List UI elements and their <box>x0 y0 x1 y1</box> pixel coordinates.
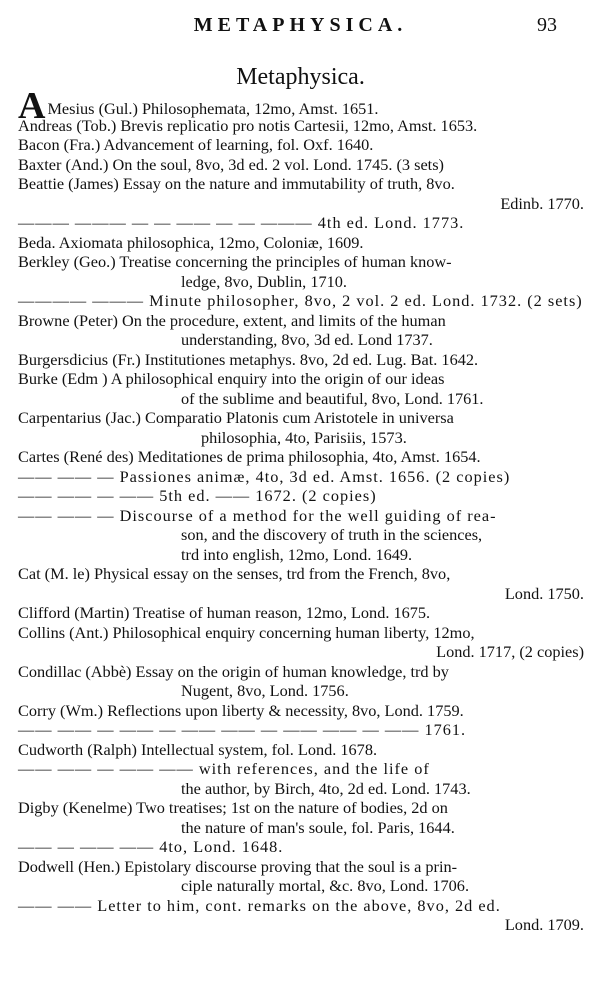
list-item <box>16 369 586 408</box>
entry-line: philosophia, 4to, Parisiis, 1573. <box>201 427 407 447</box>
list-item <box>16 252 586 291</box>
entry-line: the nature of man's soule, fol. Paris, 1644. <box>181 817 455 837</box>
entry-line: Cat (M. le) Physical essay on the senses, trd from the French, 8vo, <box>18 564 451 583</box>
list-item <box>16 486 586 506</box>
list-item <box>16 701 586 740</box>
entry-line: Beda. Axiomata philosophica, 12mo, Coloniæ, 1609. <box>18 232 364 252</box>
list-item <box>16 467 586 487</box>
running-title: METAPHYSICA. <box>193 14 408 36</box>
drop-cap: A <box>18 85 46 127</box>
entry-line: —— —— — —— —— with references, and the life of <box>18 759 430 778</box>
entry-line: Nugent, 8vo, Lond. 1756. <box>181 681 349 700</box>
list-item <box>16 116 586 136</box>
list-item <box>16 623 586 662</box>
list-item <box>16 857 586 896</box>
list-item <box>16 603 586 623</box>
list-item <box>16 408 586 447</box>
list-item <box>16 174 586 213</box>
entry-line: Clifford (Martin) Treatise of human reason, 12mo, Lond. 1675. <box>18 603 431 622</box>
list-item <box>16 564 586 603</box>
entry-line: Cartes (René des) Meditationes de prima philosophia, 4to, Amst. 1654. <box>18 447 481 466</box>
list-item <box>16 740 586 760</box>
entry-line: trd into english, 12mo, Lond. 1649. <box>181 544 413 564</box>
entry-line: —— —— — —— — —— —— — —— —— — —— 1761. <box>18 720 467 739</box>
entry-line: Lond. 1709. <box>504 915 584 934</box>
entry-line: Collins (Ant.) Philosophical enquiry concerning human liberty, 12mo, <box>18 622 475 642</box>
entry-line: —— —— — —— 5th ed. —— 1672. (2 copies) <box>18 486 377 505</box>
list-item <box>16 798 586 837</box>
entry-line: Burke (Edm ) A philosophical enquiry into the origin of our ideas <box>18 369 445 388</box>
entry-line: Carpentarius (Jac.) Comparatio Platonis cum Aristotele in universa <box>18 408 454 427</box>
entry-line: Baxter (And.) On the soul, 8vo, 3d ed. 2 vol. Lond. 1745. (3 sets) <box>18 154 444 174</box>
list-item <box>16 506 586 565</box>
entry-line: ciple naturally mortal, &c. 8vo, Lond. 1706. <box>181 876 470 895</box>
entry-line: Condillac (Abbè) Essay on the origin of human knowledge, trd by <box>18 661 449 681</box>
entry-line: —— —— — Discourse of a method for the well guiding of rea- <box>18 505 497 525</box>
section-title: Metaphysica. <box>236 64 365 90</box>
page-number: 93 <box>537 14 557 36</box>
entry-line: —— —— — Passiones animæ, 4to, 3d ed. Amst. 1656. (2 copies) <box>18 466 511 486</box>
entry-line: Bacon (Fra.) Advancement of learning, fol. Oxf. 1640. <box>18 135 374 154</box>
entry-line: Andreas (Tob.) Brevis replicatio pro notis Cartesii, 12mo, Amst. 1653. <box>18 115 478 135</box>
list-item <box>16 291 586 311</box>
entry-line: Beattie (James) Essay on the nature and immutability of truth, 8vo. <box>18 174 455 193</box>
entry-line: Digby (Kenelme) Two treatises; 1st on the nature of bodies, 2d on <box>18 798 448 817</box>
entry-line: —— — —— —— 4to, Lond. 1648. <box>18 837 284 856</box>
entry-line: Edinb. 1770. <box>500 193 584 213</box>
list-item <box>16 155 586 175</box>
running-head <box>0 14 601 44</box>
list-item <box>16 662 586 701</box>
entry-line: —— —— Letter to him, cont. remarks on the above, 8vo, 2d ed. <box>18 895 501 915</box>
entry-line: understanding, 8vo, 3d ed. Lond 1737. <box>181 330 433 349</box>
list-item <box>16 837 586 857</box>
entry-line: Cudworth (Ralph) Intellectual system, fol. Lond. 1678. <box>18 739 378 759</box>
entry-line: Berkley (Geo.) Treatise concerning the principles of human know- <box>18 252 452 271</box>
list-item <box>16 213 586 233</box>
entry-line: Lond. 1750. <box>504 583 584 603</box>
entry-line: Burgersdicius (Fr.) Institutiones metaphys. 8vo, 2d ed. Lug. Bat. 1642. <box>18 349 479 369</box>
list-item <box>16 759 586 798</box>
entry-line: Mesius (Gul.) Philosophemata, 12mo, Amst. 1651. <box>47 99 379 118</box>
entry-line: Dodwell (Hen.) Epistolary discourse proving that the soul is a prin- <box>18 856 458 876</box>
list-item <box>16 311 586 350</box>
entry-line: son, and the discovery of truth in the sciences, <box>181 525 483 544</box>
entry-line: of the sublime and beautiful, 8vo, Lond. 1761. <box>181 388 484 408</box>
entry-line: Corry (Wm.) Reflections upon liberty & necessity, 8vo, Lond. 1759. <box>18 700 464 720</box>
entry-line: the author, by Birch, 4to, 2d ed. Lond. 1743. <box>181 778 471 798</box>
entry-line: Browne (Peter) On the procedure, extent, and limits of the human <box>18 310 446 330</box>
list-item <box>16 350 586 370</box>
entry-line: ———— ——— Minute philosopher, 8vo, 2 vol. 2 ed. Lond. 1732. (2 sets) <box>18 291 583 310</box>
bibliography-list <box>16 85 586 935</box>
list-item <box>16 233 586 253</box>
list-item <box>16 135 586 155</box>
entry-line: ——— ——— — — —— — — ——— 4th ed. Lond. 1773. <box>18 213 465 232</box>
entry-line: Lond. 1717, (2 copies) <box>436 642 584 661</box>
list-item <box>16 896 586 935</box>
entry-line: ledge, 8vo, Dublin, 1710. <box>181 271 347 291</box>
list-item <box>16 447 586 467</box>
